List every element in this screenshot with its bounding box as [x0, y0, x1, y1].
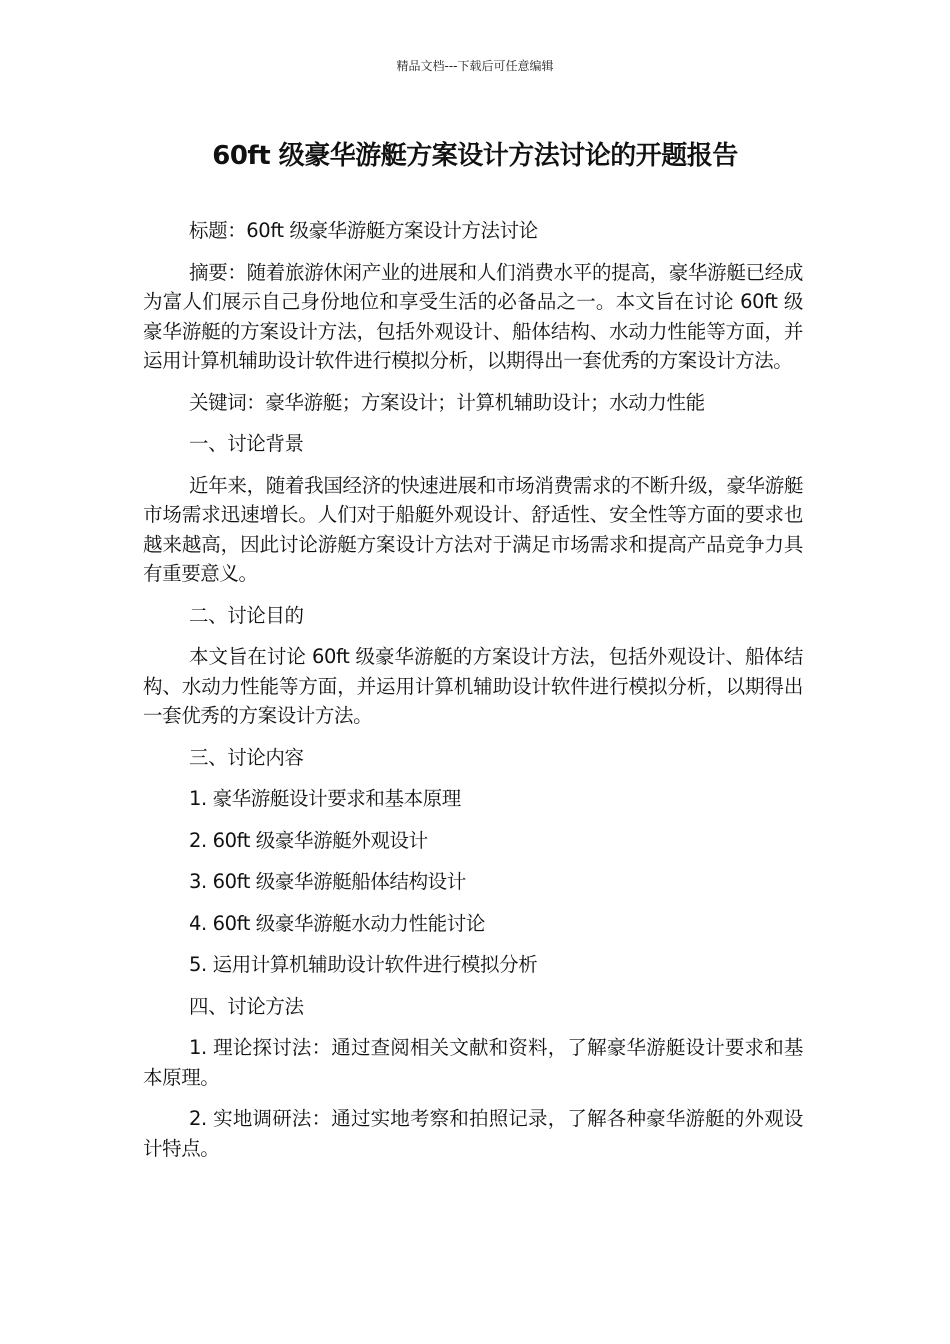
background-paragraph: 近年来，随着我国经济的快速进展和市场消费需求的不断升级，豪华游艇市场需求迅速增长。人们对于船艇外观设计、舒适性、安全性等方面的要求也越来越高，因此讨论游艇方案设计方法对于满足市场需求和提高产品竞争力具有重要意义。 — [143, 473, 803, 585]
document-body — [143, 216, 803, 1163]
method-list-item: 1. 理论探讨法：通过查阅相关文献和资料，了解豪华游艇设计要求和基本原理。 — [143, 1036, 803, 1089]
content-list-item: 3. 60ft 级豪华游艇船体结构设计 — [189, 870, 466, 893]
content-list-item: 2. 60ft 级豪华游艇外观设计 — [189, 828, 428, 852]
content-list-item: 5. 运用计算机辅助设计软件进行模拟分析 — [189, 953, 538, 976]
section-heading-purpose: 二、讨论目的 — [189, 603, 304, 627]
abstract-paragraph: 摘要：随着旅游休闲产业的进展和人们消费水平的提高，豪华游艇已经成为富人们展示自己身份地位和享受生活的必备品之一。本文旨在讨论 60ft 级豪华游艇的方案设计方法，包括外观设计、船体结构、水动力性能等方面，并运用计算机辅助设计软件进行模拟分析，以期得出一套优秀的方案设计方法。 — [143, 260, 803, 372]
content-list-item: 1. 豪华游艇设计要求和基本原理 — [189, 787, 461, 810]
section-heading-method: 四、讨论方法 — [189, 994, 304, 1018]
document-title: 60ft 级豪华游艇方案设计方法讨论的开题报告 — [212, 141, 738, 171]
method-list-item: 2. 实地调研法：通过实地考察和拍照记录，了解各种豪华游艇的外观设计特点。 — [143, 1107, 803, 1160]
content-list-item: 4. 60ft 级豪华游艇水动力性能讨论 — [189, 911, 485, 935]
title-line: 标题：60ft 级豪华游艇方案设计方法讨论 — [189, 219, 538, 242]
page-header-watermark: 精品文档---下载后可任意编辑 — [396, 59, 554, 73]
section-heading-background: 一、讨论背景 — [189, 432, 304, 455]
keywords-line: 关键词：豪华游艇；方案设计；计算机辅助设计；水动力性能 — [189, 390, 705, 414]
section-heading-content: 三、讨论内容 — [189, 745, 304, 769]
purpose-paragraph: 本文旨在讨论 60ft 级豪华游艇的方案设计方法，包括外观设计、船体结构、水动力性能等方面，并运用计算机辅助设计软件进行模拟分析，以期得出一套优秀的方案设计方法。 — [143, 645, 803, 727]
